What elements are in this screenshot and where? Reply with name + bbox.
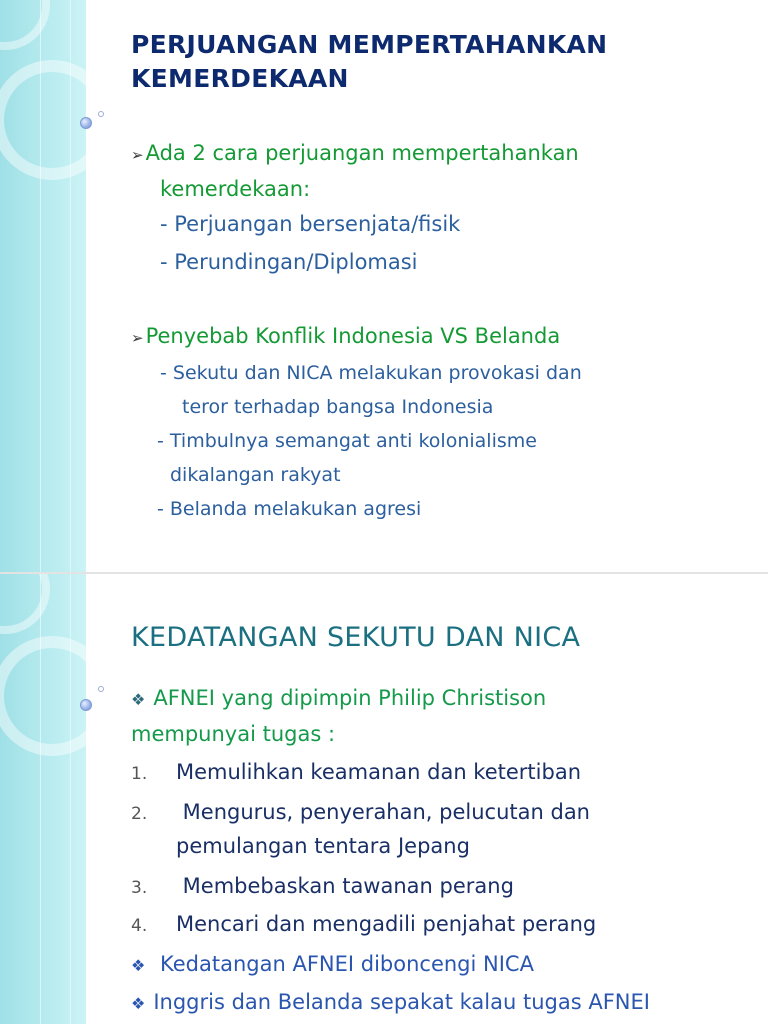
item-text: Membebaskan tawanan perang xyxy=(176,874,514,898)
title-line-2: KEMERDEKAAN xyxy=(131,64,349,93)
decorative-dot xyxy=(80,117,92,129)
bullet-continuation: kemerdekaan: xyxy=(160,177,311,201)
afnei-bullet xyxy=(131,686,546,710)
decorative-ring xyxy=(0,0,50,50)
decorative-ring xyxy=(0,60,112,180)
afnei-nica-bullet xyxy=(131,952,534,976)
item-number: 4. xyxy=(131,916,148,936)
decorative-ring xyxy=(0,574,50,634)
slide-2-title: KEDATANGAN SEKUTU DAN NICA xyxy=(131,622,581,653)
decorative-ring xyxy=(0,636,112,756)
bullet-text: Ada 2 cara perjuangan mempertahankan xyxy=(145,141,579,165)
england-netherlands-bullet xyxy=(131,990,650,1014)
item-text: Mengurus, penyerahan, pelucutan dan xyxy=(176,800,590,824)
arrow-bullet-icon: ➢ xyxy=(131,329,144,347)
bullet-text: Penyebab Konflik Indonesia VS Belanda xyxy=(145,324,561,348)
sub-item: - Belanda melakukan agresi xyxy=(157,498,422,520)
slide-1-sidebar xyxy=(0,0,86,574)
sub-item: - Timbulnya semangat anti kolonialisme xyxy=(157,430,537,452)
bullet-conflict-causes xyxy=(131,324,560,348)
numbered-item xyxy=(131,760,581,784)
item-text: Memulihkan keamanan dan ketertiban xyxy=(176,760,581,784)
decorative-dot xyxy=(98,686,104,692)
slide-1-title xyxy=(131,28,731,96)
diamond-bullet-icon: ❖ xyxy=(131,994,146,1013)
item-number: 3. xyxy=(131,878,148,898)
item-text: Mencari dan mengadili penjahat perang xyxy=(176,912,597,936)
title-line-1: PERJUANGAN MEMPERTAHANKAN xyxy=(131,30,608,59)
sub-item: - Perjuangan bersenjata/fisik xyxy=(160,212,461,236)
item-number: 1. xyxy=(131,764,148,784)
afnei-bullet-continuation: mempunyai tugas : xyxy=(131,722,336,746)
arrow-bullet-icon: ➢ xyxy=(131,146,144,164)
sub-item: - Sekutu dan NICA melakukan provokasi dan xyxy=(160,362,582,384)
numbered-item xyxy=(131,874,514,898)
decorative-dot xyxy=(80,699,92,711)
item-number: 2. xyxy=(131,804,148,824)
numbered-item xyxy=(131,912,596,936)
diamond-bullet-icon: ❖ xyxy=(131,690,146,709)
bullet-ways-of-struggle xyxy=(131,141,579,165)
sub-item-continuation: dikalangan rakyat xyxy=(170,464,341,486)
bullet-text: Inggris dan Belanda sepakat kalau tugas AFNEI xyxy=(153,990,650,1014)
bullet-text: AFNEI yang dipimpin Philip Christison xyxy=(153,686,547,710)
numbered-item xyxy=(131,800,590,824)
slide-2-sidebar xyxy=(0,574,86,1024)
decorative-dot xyxy=(98,111,104,117)
sub-item: - Perundingan/Diplomasi xyxy=(160,250,418,274)
diamond-bullet-icon: ❖ xyxy=(131,956,146,975)
sub-item-continuation: teror terhadap bangsa Indonesia xyxy=(182,396,494,418)
bullet-text: Kedatangan AFNEI diboncengi NICA xyxy=(153,952,534,976)
numbered-item-continuation: pemulangan tentara Jepang xyxy=(176,834,470,858)
